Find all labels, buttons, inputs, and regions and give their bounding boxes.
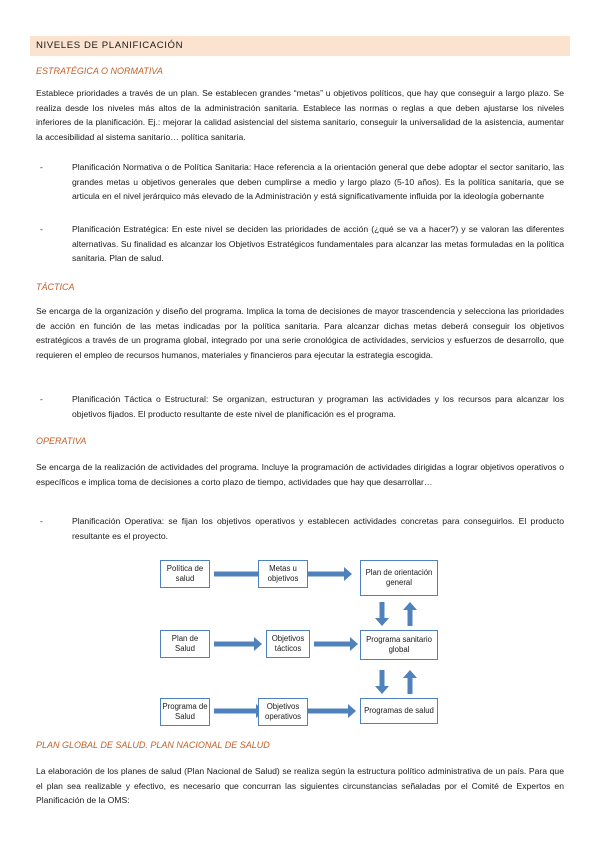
paragraph-tactica: Se encarga de la organización y diseño del programa. Implica la toma de decisiones de mayor trascendencia y selecciona las prioridades de acción en función de las metas indicadas por la política sanitaria. Para alcanzar dichas metas deberá conseguir los objetivos estratégicos a través de un programa global, integrado por una serie cronológica de actividades, servicios y esfuerzos de desarrollo, que requieren el empleo de recursos humanos, materiales y financieros para ejecutar la estrategia escogida. [36, 306, 564, 360]
arrow-up-head [403, 602, 417, 610]
arrow-up-head [403, 670, 417, 678]
arrow-right-head [254, 637, 262, 651]
heading-estrategica: ESTRATÉGICA O NORMATIVA [36, 66, 163, 76]
bullet-text: Planificación Estratégica: En este nivel se deciden las prioridades de acción (¿qué se va a hacer?) y se valoran las diferentes alternativas. Su finalidad es alcanzar los Objetivos Estratégicos fundamentales para alcanzar las metas formuladas en la política sanitaria. Plan de salud. [72, 224, 564, 263]
page-title: NIVELES DE PLANIFICACIÓN [36, 40, 184, 51]
bullet-dash: - [40, 394, 43, 404]
heading-tactica: TÁCTICA [36, 282, 75, 292]
bullet-text: Planificación Operativa: se fijan los objetivos operativos y establecen actividades concretas para conseguirlos. El producto resultante es el proyecto. [72, 516, 564, 541]
heading-operativa: OPERATIVA [36, 436, 87, 446]
bullet-dash: - [40, 516, 43, 526]
arrow-right-head [350, 637, 358, 651]
bullet-dash: - [40, 162, 43, 172]
arrow-down-head [375, 618, 389, 626]
bullet-text: Planificación Táctica o Estructural: Se organizan, estructuran y programan las actividades y los recursos para alcanzar los objetivos fijados. El producto resultante de este nivel de planificación es el programa. [72, 394, 564, 419]
box-metas-objetivos: Metas u objetivos [258, 560, 308, 588]
box-programas-salud: Programas de salud [360, 698, 438, 724]
paragraph-operativa: Se encarga de la realización de actividades del programa. Incluye la programación de actividades dirigidas a lograr objetivos operativos o específicos e implica toma de decisiones a corto plazo de tiempo, actividades que hay que desarrollar… [36, 462, 564, 487]
box-programa-sanitario: Programa sanitario global [360, 630, 438, 660]
box-objetivos-operativos: Objetivos operativos [258, 698, 308, 726]
bullet-dash: - [40, 224, 43, 234]
arrow-right-head [348, 704, 356, 718]
paragraph-plan-global: La elaboración de los planes de salud (Plan Nacional de Salud) se realiza según la estructura político administrativa de un país. Para que el plan sea realizable y efectivo, es necesario que concurran las siguientes circunstancias señaladas por el Comité de Expertos en Planificación de la OMS: [36, 766, 564, 805]
box-plan-salud: Plan de Salud [160, 630, 210, 658]
arrow-right-head [344, 567, 352, 581]
arrow-down-head [375, 686, 389, 694]
paragraph-estrategica: Establece prioridades a través de un plan. Se establecen grandes “metas” u objetivos políticos, que hay que conseguir a largo plazo. Se realiza desde los niveles más altos de la administración sanitaria. Establece las normas o reglas a que deben ajustarse los niveles inferiores de la planificación. Ej.: mejorar la calidad asistencial del sistema sanitario, conseguir la universalidad de la asistencia, aumentar la accesibilidad al sistema sanitario… política sanitaria. [36, 88, 564, 142]
box-programa-salud: Programa de Salud [160, 698, 210, 726]
bullet-text: Planificación Normativa o de Política Sanitaria: Hace referencia a la orientación general que debe adoptar el sector sanitario, las grandes metas u objetivos generales que deben cumplirse a medio y largo plazo (5-10 años). Es la política sanitaria, que se articula en el nivel jerárquico más elevado de la Administración y está significativamente influida por la ideología gobernante [72, 162, 564, 201]
box-objetivos-tacticos: Objetivos tácticos [266, 630, 310, 658]
heading-plan-global: PLAN GLOBAL DE SALUD. PLAN NACIONAL DE SALUD [36, 740, 270, 750]
box-politica-salud: Política de salud [160, 560, 210, 588]
box-plan-orientacion: Plan de orientación general [360, 560, 438, 596]
